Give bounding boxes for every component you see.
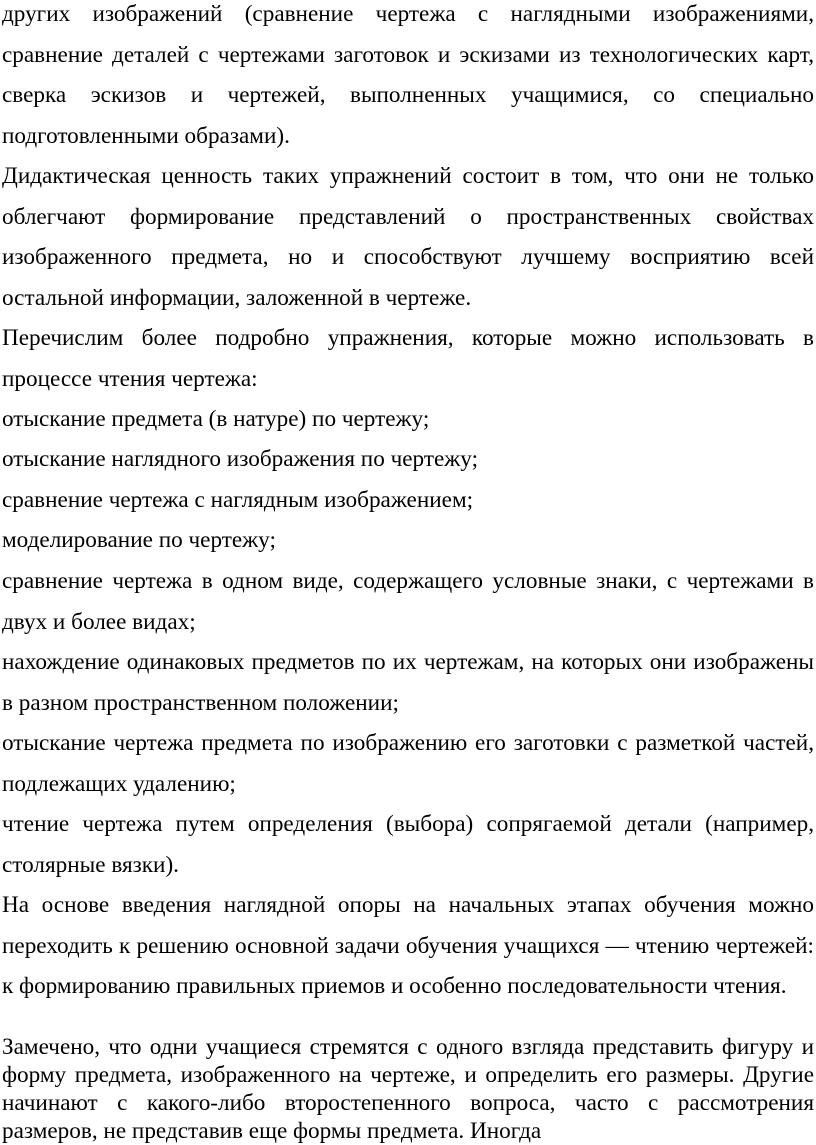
paragraph-visual-support: На основе введения наглядной опоры на начальных этапах обучения можно переходить к решению основной задачи обучения учащихся — чтению чертежей: к формированию правильных приемов и особенно последовательности чтения. (2, 892, 814, 999)
list-item-compare-one-view: сравнение чертежа в одном виде, содержащего условные знаки, с чертежами в двух и более видах; (2, 568, 814, 635)
paragraph-didactic-value: Дидактическая ценность таких упражнений состоит в том, что они не только облегчают формирование представлений о пространственных свойствах изображенного предмета, но и способствуют лучшему восприятию всей остальной информации, заложенной в чертеже. (2, 163, 814, 311)
list-item-modeling: моделирование по чертежу; (2, 527, 276, 553)
paragraph-exercise-intro: Перечислим более подробно упражнения, которые можно использовать в процессе чтения чертежа: (2, 325, 814, 392)
list-item-compare-drawing: сравнение чертежа с наглядным изображением; (2, 487, 474, 513)
paragraph-other-images: других изображений (сравнение чертежа с наглядными изображениями, сравнение деталей с чертежами заготовок и эскизами из технологических карт, сверка эскизов и чертежей, выполненных учащимися, со специально подготовленными образами). (2, 1, 814, 149)
list-item-find-object: отыскание предмета (в натуре) по чертежу; (2, 406, 430, 432)
list-item-mating-part: чтение чертежа путем определения (выбора) сопрягаемой детали (например, столярные вязки). (2, 811, 814, 878)
list-item-find-visual-image: отыскание наглядного изображения по чертежу; (2, 446, 479, 472)
list-item-identical-objects: нахождение одинаковых предметов по их чертежам, на которых они изображены в разном пространственном положении; (2, 649, 814, 716)
list-item-blank-marking: отыскание чертежа предмета по изображению его заготовки с разметкой частей, подлежащих удалению; (2, 730, 814, 797)
paragraph-observation: Замечено, что одни учащиеся стремятся с одного взгляда представить фигуру и форму предмета, изображенного на чертеже, и определить его размеры. Другие начинают с какого-либо второстепенного вопроса, часто с рассмотрения размеров, не представив еще формы предмета. Иногда (2, 1034, 814, 1144)
